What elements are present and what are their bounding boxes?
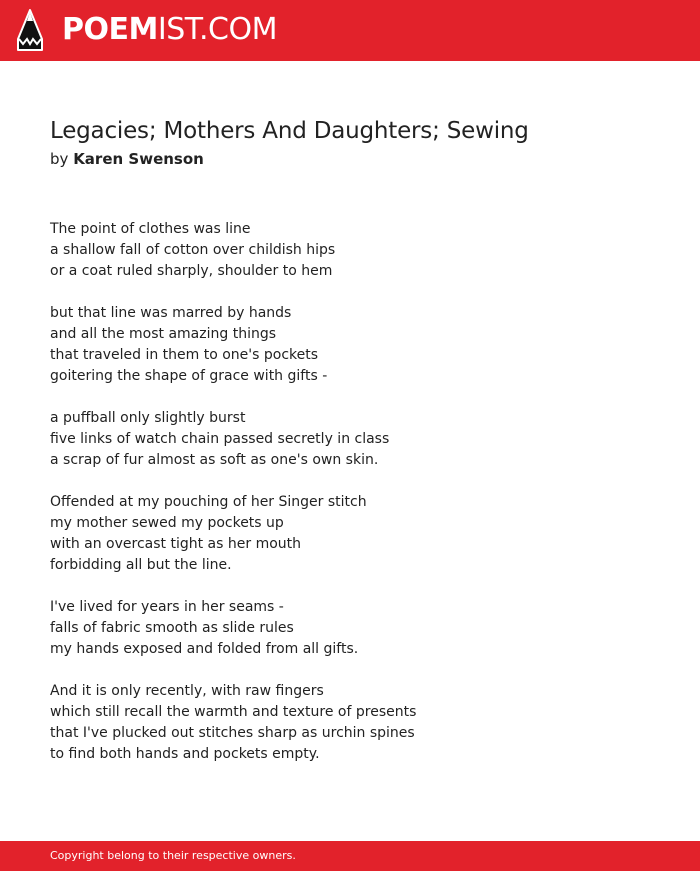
poem-stanza: [50, 219, 650, 282]
poem-line: my mother sewed my pockets up: [50, 515, 284, 531]
poem-line: goitering the shape of grace with gifts -: [50, 368, 328, 384]
poem-line: and all the most amazing things: [50, 326, 277, 342]
poem-line: my hands exposed and folded from all gifts.: [50, 641, 359, 657]
poem-line: Offended at my pouching of her Singer stitch: [50, 494, 367, 510]
poem-stanza: [50, 597, 650, 660]
poem-line: but that line was marred by hands: [50, 305, 292, 321]
poem-line: a puffball only slightly burst: [50, 410, 246, 426]
poem-line: that traveled in them to one's pockets: [50, 347, 319, 363]
poem-line: a shallow fall of cotton over childish hips: [50, 242, 336, 258]
poem-line: The point of clothes was line: [50, 221, 251, 237]
poem-author: Karen Swenson: [73, 150, 204, 168]
by-label: by: [50, 150, 69, 168]
poem-byline: [50, 148, 204, 170]
poem-line: forbidding all but the line.: [50, 557, 232, 573]
poem-line: And it is only recently, with raw fingers: [50, 683, 324, 699]
poem-body: [50, 219, 650, 786]
poem-title: Legacies; Mothers And Daughters; Sewing: [50, 118, 529, 144]
brand-light: IST.COM: [157, 12, 277, 47]
poem-line: or a coat ruled sharply, shoulder to hem: [50, 263, 333, 279]
poem-line: to find both hands and pockets empty.: [50, 746, 320, 762]
poem-line: that I've plucked out stitches sharp as urchin spines: [50, 725, 415, 741]
poem-line: a scrap of fur almost as soft as one's own skin.: [50, 452, 379, 468]
site-header: [0, 0, 700, 61]
pencil-tip-icon[interactable]: [17, 9, 43, 51]
brand-bold: POEM: [62, 12, 158, 47]
poem-stanza: [50, 681, 650, 765]
poem-stanza: [50, 408, 650, 471]
poem-stanza: [50, 492, 650, 576]
site-footer: [0, 841, 700, 871]
poem-line: with an overcast tight as her mouth: [50, 536, 302, 552]
poem-line: which still recall the warmth and texture of presents: [50, 704, 417, 720]
poem-stanza: [50, 303, 650, 387]
copyright-notice: Copyright belong to their respective owners.: [50, 849, 296, 862]
poem-line: I've lived for years in her seams -: [50, 599, 284, 615]
poem-line: falls of fabric smooth as slide rules: [50, 620, 294, 636]
poem-line: five links of watch chain passed secretly in class: [50, 431, 390, 447]
site-logo[interactable]: [62, 12, 277, 48]
